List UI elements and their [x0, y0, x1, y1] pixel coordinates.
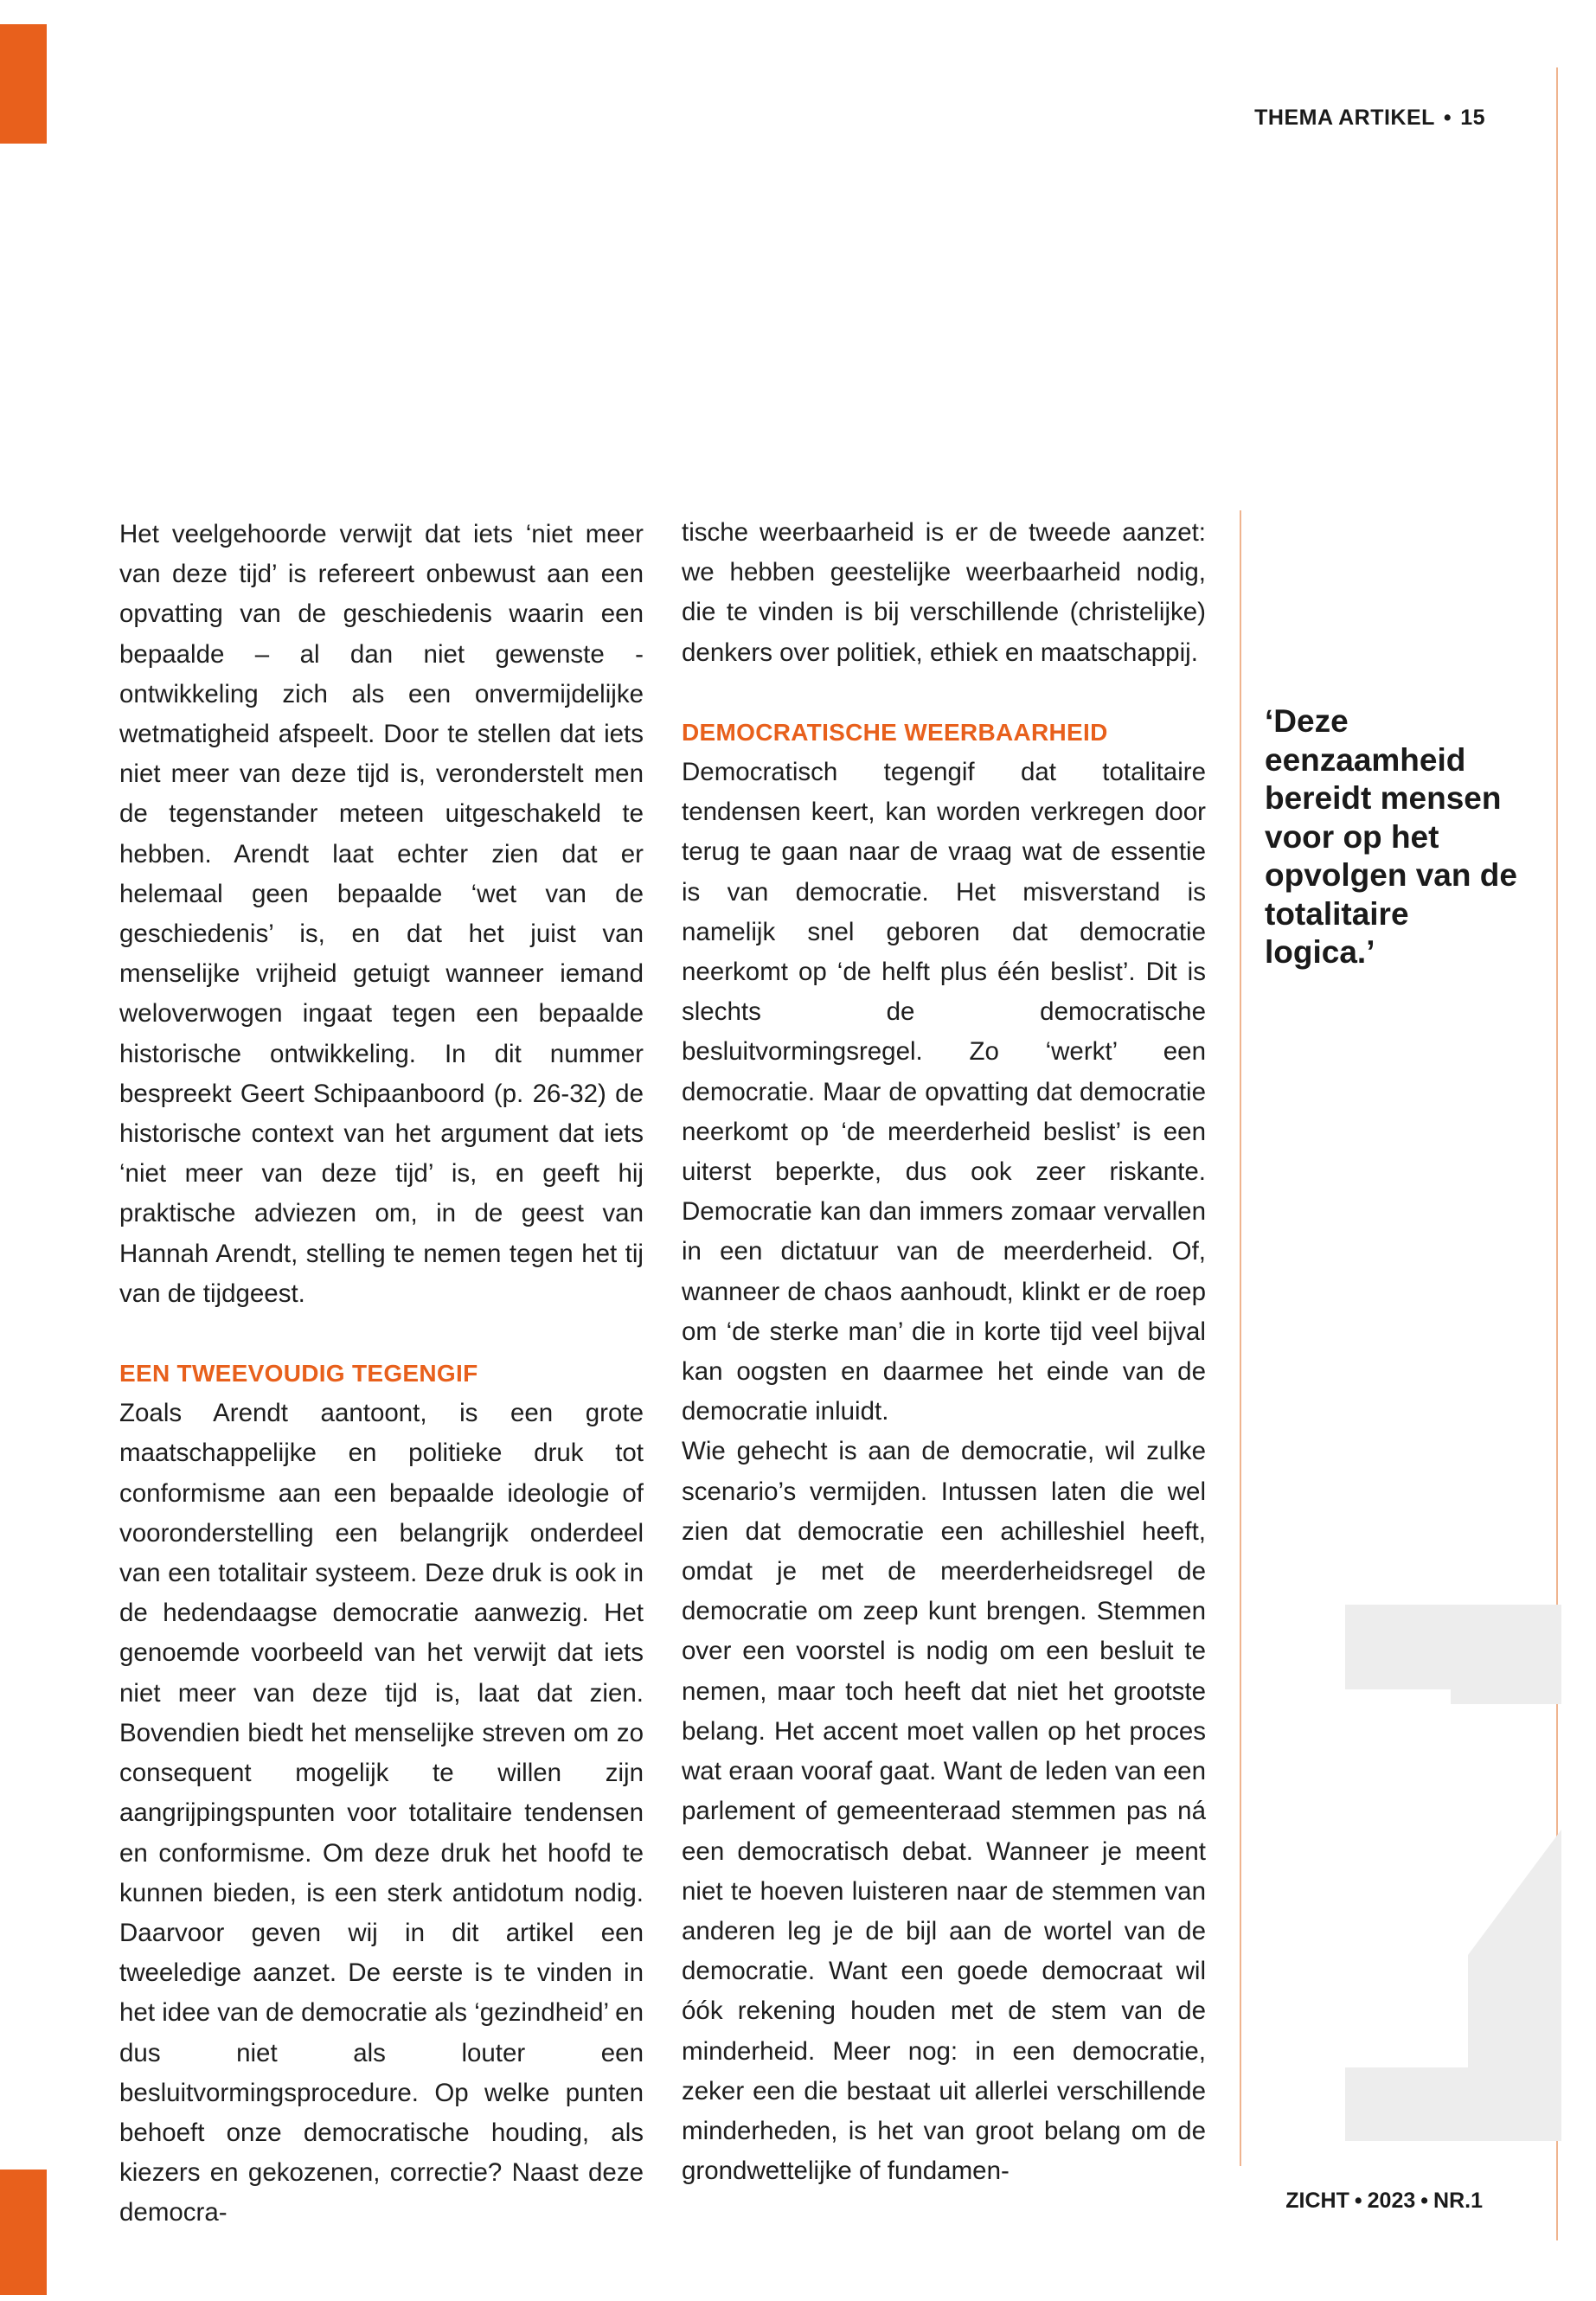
issue-number: NR.1 — [1433, 2189, 1483, 2213]
left-text-column — [119, 515, 644, 2234]
paragraph-intro: Het veelgehoorde verwijt dat iets ‘niet meer van deze tijd’ is refereert onbewust aan een opvatting van de geschiedenis waarin een bepaalde – al dan niet gewenste - ontwikkeling zich als een onvermijdelijke wetmatigheid afspeelt. Door te stellen dat iets niet meer van deze tijd is, veronderstelt men de tegenstander meteen uitgeschakeld te hebben. Arendt laat echter zien dat er helemaal geen bepaalde ‘wet van de geschiedenis’ is, en dat het juist van menselijke vrijheid getuigt wanneer iemand weloverwogen ingaat tegen een bepaalde historische ontwikkeling. In dit nummer bespreekt Geert Schipaanboord (p. 26-32) de historische context van het argument dat iets ‘niet meer van deze tijd’ is, en geeft hij praktische adviezen om, in de geest van Hannah Arendt, stelling te nemen tegen het tij van de tijdgeest. — [119, 520, 644, 1308]
issue-year: 2023 — [1367, 2189, 1416, 2213]
paragraph-weerbaarheid: Democratisch tegengif dat totalitaire tendensen keert, kan worden verkregen door terug te gaan naar de vraag wat de essentie is van democratie. Het misverstand is namelijk snel geboren dat democratie neerkomt op ‘de helft plus één beslist’. Dit is slechts de democratische besluitvormingsregel. Zo ‘werkt’ een democratie. Maar de opvatting dat democratie neerkomt op ‘de meerderheid beslist’ is een uiterst beperkte, dus ook zeer riskante. Democratie kan dan immers zomaar vervallen in een dictatuur van de meerderheid. Of, wanneer de chaos aanhoudt, klinkt er de roep om ‘de sterke man’ die in korte tijd veel bijval kan oogsten en daarmee het einde van de democratie inluidt. — [682, 758, 1206, 1426]
paragraph-continuation: tische weerbaarheid is er de tweede aanzet: we hebben geestelijke weerbaarheid nodig, die te vinden is bij verschillende (christelijke) denkers over politiek, ethiek en maatschappij. — [682, 518, 1206, 667]
page-number: 15 — [1460, 106, 1485, 130]
paragraph-scenarios: Wie gehecht is aan de democratie, wil zulke scenario’s vermijden. Intussen laten die wel zien dat democratie een achilleshiel heeft, omdat je met de meerderheidsregel de democratie om zeep kunt brengen. Stemmen over een voorstel is nodig om een besluit te nemen, maar toch heeft dat niet het grootste belang. Het accent moet vallen op het proces wat eraan vooraf gaat. Want de leden van een parlement of gemeenteraad stemmen pas ná een democratisch debat. Wanneer je meent niet te hoeven luisteren naar de stemmen van anderen leg je de bijl aan de wortel van de democratie. Want een goede democraat wil óók rekening houden met de stem van de minderheid. Meer nog: in een democratie, zeker een die bestaat uit allerlei verschillende minderheden, is het van groot belang om de grondwettelijke of fundamen- — [682, 1437, 1206, 2186]
section-heading-tegengif: EEN TWEEVOUDIG TEGENGIF — [119, 1360, 478, 1388]
magazine-name: ZICHT — [1285, 2189, 1349, 2213]
pull-quote: ‘Deze eenzaamheid bereidt mensen voor op het opvolgen van de totalitaire logica.’ — [1265, 703, 1517, 970]
paragraph-tegengif: Zoals Arendt aantoont, is een grote maatschappelijke en politieke druk tot conformisme aan een bepaalde ideologie of vooronderstelling een belangrijk onderdeel van een totalitair systeem. Deze druk is ook in de hedendaagse democratie aanwezig. Het genoemde voorbeeld van het verwijt dat iets niet meer van deze tijd is, laat dat zien. Bovendien biedt het menselijke streven om zo consequent mogelijk te willen zijn aangrijpingspunten voor totalitaire tendensen en conformisme. Om deze druk het hoofd te kunnen bieden, is een sterk antidotum nodig. Daarvoor geven wij in dit artikel een tweeledige aanzet. De eerste is te vinden in het idee van de democratie als ‘gezindheid’ en dus niet als louter een besluitvormingsprocedure. Op welke punten behoeft onze democratische houding, als kiezers en gekozenen, correctie? Naast deze democra- — [119, 1399, 644, 2227]
running-header: THEMA ARTIKEL • 15 — [1254, 106, 1485, 130]
section-heading-weerbaarheid: DEMOCRATISCHE WEERBAARHEID — [682, 718, 1108, 746]
orange-edge-bar-bottom — [0, 2170, 47, 2295]
orange-edge-bar-top — [0, 24, 47, 144]
column-divider-rule — [1240, 510, 1241, 2166]
running-footer: ZICHT • 2023 • NR.1 — [1285, 2189, 1483, 2213]
section-label: THEMA ARTIKEL — [1254, 106, 1435, 130]
right-text-column — [682, 513, 1206, 2191]
